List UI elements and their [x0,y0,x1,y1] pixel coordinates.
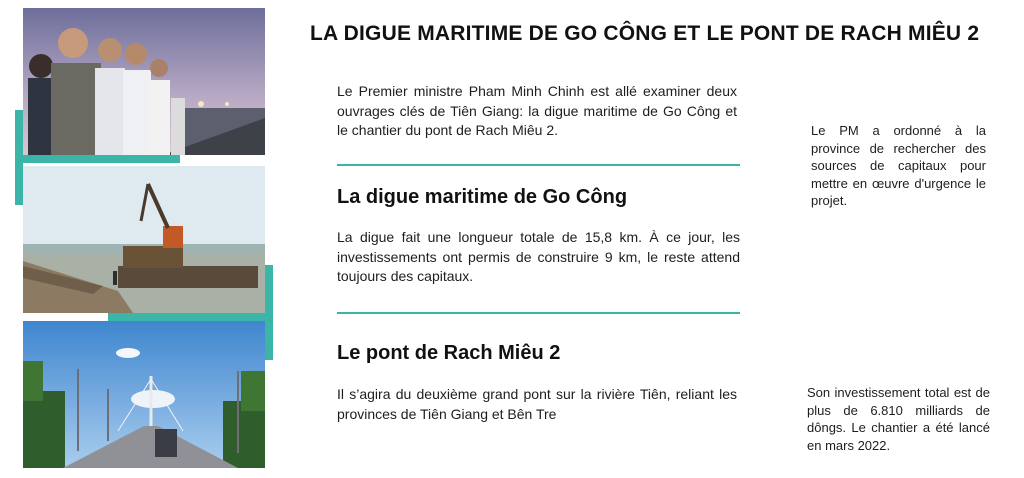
photo-dredger-dike [23,166,265,313]
divider-2 [337,312,740,314]
accent-bar-mid-photo [108,313,265,321]
divider-1 [337,164,740,166]
page-title: LA DIGUE MARITIME DE GO CÔNG ET LE PONT DE RACH MIÊU 2 [310,22,980,45]
photo-rach-mieu-bridge [23,321,265,468]
accent-bar-left [15,110,23,205]
photo-officials-dike [23,8,265,155]
section-heading-bridge: Le pont de Rach Miêu 2 [337,342,561,364]
side-note-bridge: Son investissement total est de plus de 6.810 milliards de dôngs. Le chantier a été lancé en mars 2022. [807,385,990,453]
section-text-bridge: Il s’agira du deuxième grand pont sur la rivière Tiên, reliant les provinces de Tiên Giang et Bên Tre [337,386,737,422]
section-heading-dike: La digue maritime de Go Công [337,186,628,208]
side-note-dike: Le PM a ordonné à la province de rechercher des sources de capitaux pour mettre en œuvre d'urgence le projet. [811,123,986,208]
accent-bar-top-photo [23,155,180,163]
accent-bar-right [265,265,273,360]
intro-paragraph: Le Premier ministre Pham Minh Chinh est allé examiner deux ouvrages clés de Tiên Giang: la digue maritime de Go Công et le chantier du pont de Rach Miêu 2. [337,83,737,138]
section-text-dike: La digue fait une longueur totale de 15,8 km. À ce jour, les investissements ont permis de construire 9 km, le reste attend toujours des capitaux. [337,229,740,284]
